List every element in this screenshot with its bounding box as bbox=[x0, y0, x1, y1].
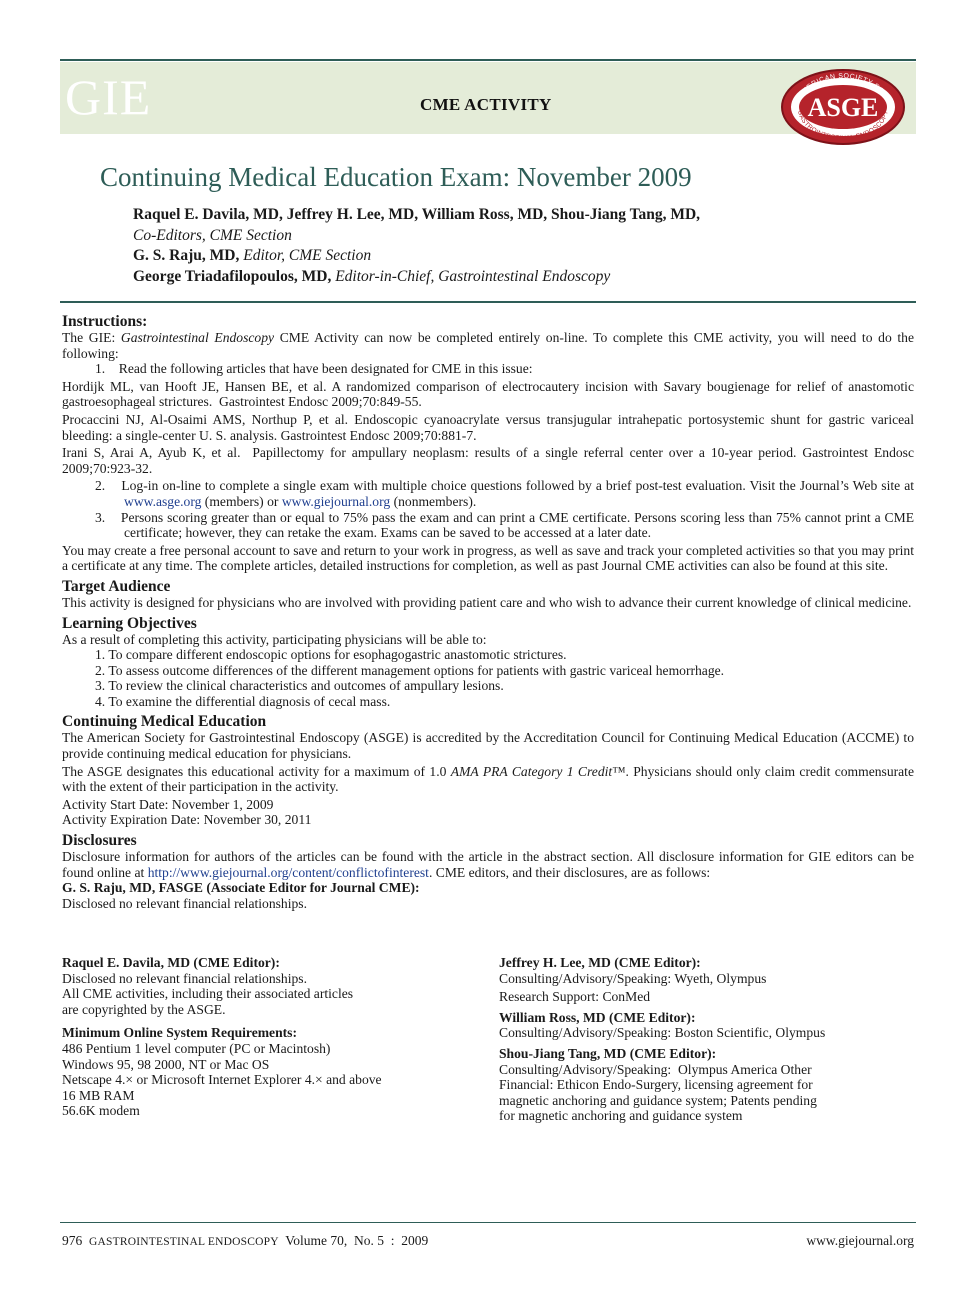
target-audience-heading: Target Audience bbox=[62, 577, 171, 595]
page-number: 976 bbox=[62, 1233, 83, 1248]
objective-item: 2. To assess outcome differences of the different management options for patients with gastric variceal hemorrhage. bbox=[95, 662, 725, 678]
activity-start-date: Activity Start Date: November 1, 2009 bbox=[62, 796, 274, 812]
ross-disclosure-heading: William Ross, MD (CME Editor): bbox=[499, 1009, 696, 1025]
tang-disclosure-line: for magnetic anchoring and guidance system bbox=[499, 1108, 743, 1124]
asge-logo bbox=[778, 66, 908, 146]
page-header bbox=[60, 62, 916, 143]
cme-heading: Continuing Medical Education bbox=[62, 713, 267, 731]
lee-disclosure-heading: Jeffrey H. Lee, MD (CME Editor): bbox=[499, 955, 701, 970]
lee-disclosure-line: Consulting/Advisory/Speaking: Wyeth, Olympus bbox=[499, 970, 767, 986]
requirement-item: Windows 95, 98 2000, NT or Mac OS bbox=[62, 1056, 270, 1072]
instructions-intro: The GIE: Gastrointestinal Endoscopy CME Activity can now be completed entirely on-line. To complete this CME activity, you will need to do the following: bbox=[62, 330, 915, 361]
tang-disclosure-line: Financial: Ethicon Endo-Surgery, licensing agreement for bbox=[499, 1077, 813, 1093]
target-audience-text: This activity is designed for physicians who are involved with providing patient care and who wish to advance their current knowledge of clinical medicine. bbox=[62, 594, 912, 610]
logo-center-text: ASGE bbox=[807, 93, 879, 122]
requirement-item: 56.6K modem bbox=[62, 1103, 140, 1119]
author-triadafilopoulos: George Triadafilopoulos, MD, bbox=[133, 267, 332, 285]
author-triadafilopoulos-role: Editor-in-Chief, Gastrointestinal Endoscopy bbox=[335, 267, 611, 285]
section-divider bbox=[60, 301, 916, 303]
requirement-item: Netscape 4.× or Microsoft Internet Explorer 4.× and above bbox=[62, 1072, 382, 1088]
authors-coeditors-role: Co-Editors, CME Section bbox=[133, 226, 292, 244]
logo-bottom-text: GASTROINTESTINAL ENDOSCOPY bbox=[796, 109, 890, 143]
raju-disclosure-text: Disclosed no relevant financial relationships. bbox=[62, 895, 307, 911]
raju-disclosure-heading: G. S. Raju, MD, FASGE (Associate Editor for Journal CME): bbox=[62, 880, 420, 896]
footer-rule bbox=[60, 1222, 916, 1223]
conflict-of-interest-link[interactable]: http://www.giejournal.org/content/conflictofinterest bbox=[147, 864, 429, 880]
tang-disclosure-heading: Shou-Jiang Tang, MD (CME Editor): bbox=[499, 1045, 717, 1061]
tang-disclosure-line: magnetic anchoring and guidance system; Patents pending bbox=[499, 1092, 817, 1108]
instructions-closing: You may create a free personal account to save and return to your work in progress, as well as save and track your completed activities so that you may print a certificate at any time. The complete articles, detailed instructions for completion, as well as past Journal CME activities can also be found at this site. bbox=[62, 542, 914, 574]
davila-disclosure-heading: Raquel E. Davila, MD (CME Editor): bbox=[62, 955, 280, 970]
instructions-heading: Instructions: bbox=[62, 313, 148, 330]
header-top-rule bbox=[60, 59, 916, 61]
giejournal-link[interactable]: www.giejournal.org bbox=[281, 493, 391, 509]
cme-accreditation: The American Society for Gastrointestinal Endoscopy (ASGE) is accredited by the Accreditation Council for Continuing Medical Education (ACCME) to provide continuing medical education for physicians. bbox=[62, 730, 914, 762]
logo-top-text: AMERICAN SOCIETY FOR bbox=[797, 72, 889, 100]
instructions-step-3: 3. Persons scoring greater than or equal to 75% pass the exam and can print a CME certificate. Persons scoring less than 75% cannot print a CME certificate; however, they can retake the exam. Exams can be saved to be accessed at a later date. bbox=[95, 509, 914, 541]
author-raju: G. S. Raju, MD, bbox=[133, 247, 240, 264]
cme-article-3: Irani S, Arai A, Ayub K, et al. Papillectomy for ampullary neoplasm: results of a single referral center over a 10-year period. Gastrointest Endosc 2009;70:923-32. bbox=[62, 445, 914, 476]
activity-expiration-date: Activity Expiration Date: November 30, 2011 bbox=[62, 812, 312, 828]
footer-journal: GASTROINTESTINAL ENDOSCOPY bbox=[89, 1236, 279, 1248]
requirement-item: 486 Pentium 1 level computer (PC or Macintosh) bbox=[62, 1040, 331, 1056]
instructions-step-1: 1. Read the following articles that have been designated for CME in this issue: bbox=[95, 361, 533, 377]
right-column bbox=[499, 955, 914, 1124]
davila-disclosure-line: are copyrighted by the ASGE. bbox=[62, 1001, 226, 1017]
lee-disclosure-line: Research Support: ConMed bbox=[499, 989, 651, 1005]
learning-objectives-heading: Learning Objectives bbox=[62, 614, 197, 632]
main-content bbox=[62, 313, 914, 911]
ross-disclosure-line: Consulting/Advisory/Speaking: Boston Scientific, Olympus bbox=[499, 1025, 826, 1041]
journal-mark: GIE bbox=[65, 69, 152, 125]
davila-disclosure-line: All CME activities, including their associated articles bbox=[62, 986, 354, 1002]
requirement-item: 16 MB RAM bbox=[62, 1087, 135, 1103]
footer-url[interactable]: www.giejournal.org bbox=[806, 1233, 914, 1248]
disclosures-heading: Disclosures bbox=[62, 832, 137, 850]
objective-item: 4. To examine the differential diagnosis of cecal mass. bbox=[95, 693, 391, 709]
objective-item: 3. To review the clinical characteristics and outcomes of ampullary lesions. bbox=[95, 678, 504, 694]
left-column bbox=[62, 955, 462, 1119]
tang-disclosure-line: Consulting/Advisory/Speaking: Olympus America Other bbox=[499, 1061, 812, 1077]
system-requirements-heading: Minimum Online System Requirements: bbox=[62, 1025, 297, 1041]
disclosures-text: Disclosure information for authors of the articles can be found with the article in the abstract section. All disclosure information for GIE editors can be found online at http://www.giejournal.org/content/conflictofinterest. CME editors, and their disclosures, are as follows: bbox=[62, 849, 914, 880]
author-block bbox=[133, 205, 700, 287]
instructions-step-2: 2. Log-in on-line to complete a single exam with multiple choice questions followed by a brief post-test evaluation. Visit the Journal’s Web site at www.asge.org (members) or www.giejournal.org (nonmembers). bbox=[95, 478, 914, 509]
asge-link[interactable]: www.asge.org bbox=[124, 493, 202, 509]
cme-designation: The ASGE designates this educational activity for a maximum of 1.0 AMA PRA Category 1 Credit™. Physicians should only claim credit commensurate with the extent of their participation in the activity. bbox=[62, 763, 914, 795]
page-title: Continuing Medical Education Exam: November 2009 bbox=[100, 162, 692, 192]
davila-disclosure-line: Disclosed no relevant financial relationships. bbox=[62, 970, 307, 986]
objective-item: 1. To compare different endoscopic options for esophagogastric anastomotic strictures. bbox=[95, 647, 567, 663]
author-raju-role: Editor, CME Section bbox=[243, 247, 372, 264]
cme-article-2: Procaccini NJ, Al-Osaimi AMS, Northup P, et al. Endoscopic cyanoacrylate versus transjugular intrahepatic portosystemic shunt for gastric variceal bleeding: a single-center U. S. analysis. Gastrointest Endosc 2009;70:881-7. bbox=[62, 411, 914, 443]
cme-article-1: Hordijk ML, van Hooft JE, Hansen BE, et al. A randomized comparison of electrocautery incision with Savary bougienage for relief of anastomotic gastroesophageal strictures. Gastrointest Endosc 2009;70:849-55. bbox=[62, 378, 914, 410]
learning-objectives-intro: As a result of completing this activity, participating physicians will be able to: bbox=[62, 631, 487, 647]
footer-volume: Volume 70, No. 5 : 2009 bbox=[285, 1233, 429, 1248]
section-label: CME ACTIVITY bbox=[420, 95, 552, 114]
footer-citation bbox=[62, 1233, 428, 1249]
authors-coeditors: Raquel E. Davila, MD, Jeffrey H. Lee, MD, William Ross, MD, Shou-Jiang Tang, MD, bbox=[133, 206, 701, 223]
